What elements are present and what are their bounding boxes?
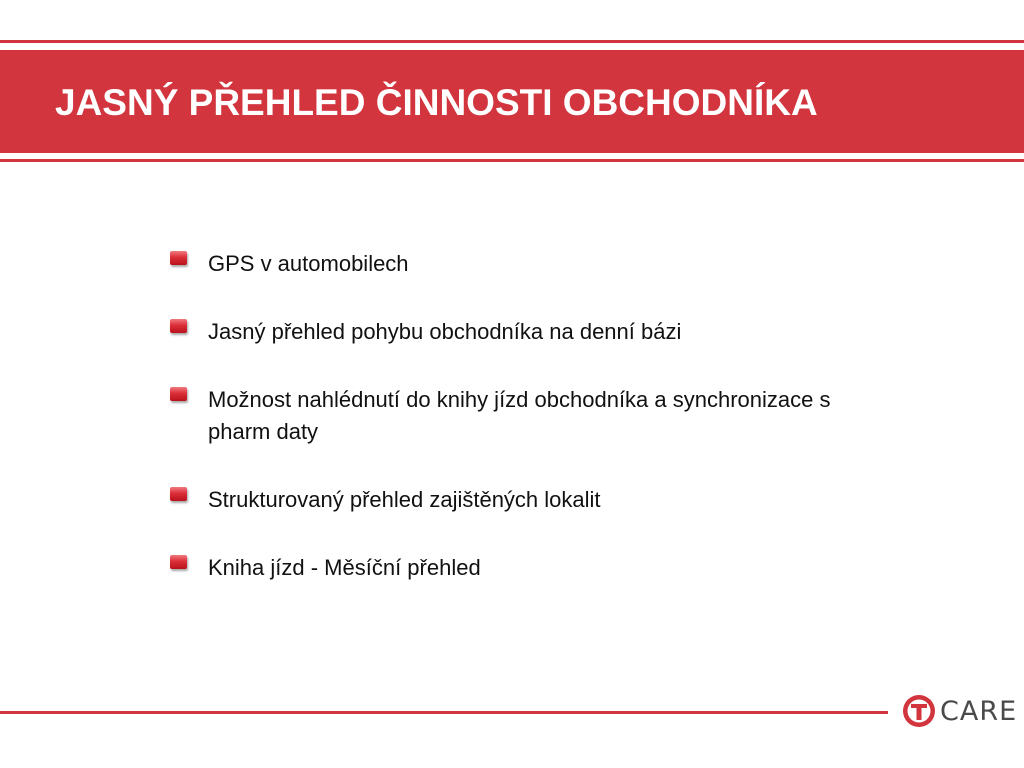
top-divider-line	[0, 40, 1024, 43]
red-square-bullet-icon	[170, 555, 187, 569]
bullet-item	[168, 316, 868, 348]
slide-title: JASNÝ PŘEHLED ČINNOSTI OBCHODNÍKA	[55, 82, 818, 123]
bullet-item	[168, 552, 868, 584]
t-circle-logo-icon	[902, 694, 936, 728]
bullet-item	[168, 248, 868, 280]
red-square-bullet-icon	[170, 487, 187, 501]
bullet-item	[168, 484, 868, 516]
bullet-text: Strukturovaný přehled zajištěných lokalit	[208, 487, 601, 512]
bullet-item	[168, 384, 868, 448]
bullet-text: GPS v automobilech	[208, 251, 409, 276]
footer-divider-line	[0, 711, 888, 714]
title-divider-line	[0, 159, 1024, 162]
red-square-bullet-icon	[170, 319, 187, 333]
bullet-text: Možnost nahlédnutí do knihy jízd obchodníka a synchronizace s pharm daty	[208, 387, 831, 444]
red-square-bullet-icon	[170, 387, 187, 401]
bullet-text: Kniha jízd - Měsíční přehled	[208, 555, 481, 580]
bullet-text: Jasný přehled pohybu obchodníka na denní bázi	[208, 319, 682, 344]
red-square-bullet-icon	[170, 251, 187, 265]
logo-text: CARE	[940, 696, 1018, 727]
bullet-list	[168, 248, 868, 620]
tcare-logo	[902, 692, 1018, 734]
